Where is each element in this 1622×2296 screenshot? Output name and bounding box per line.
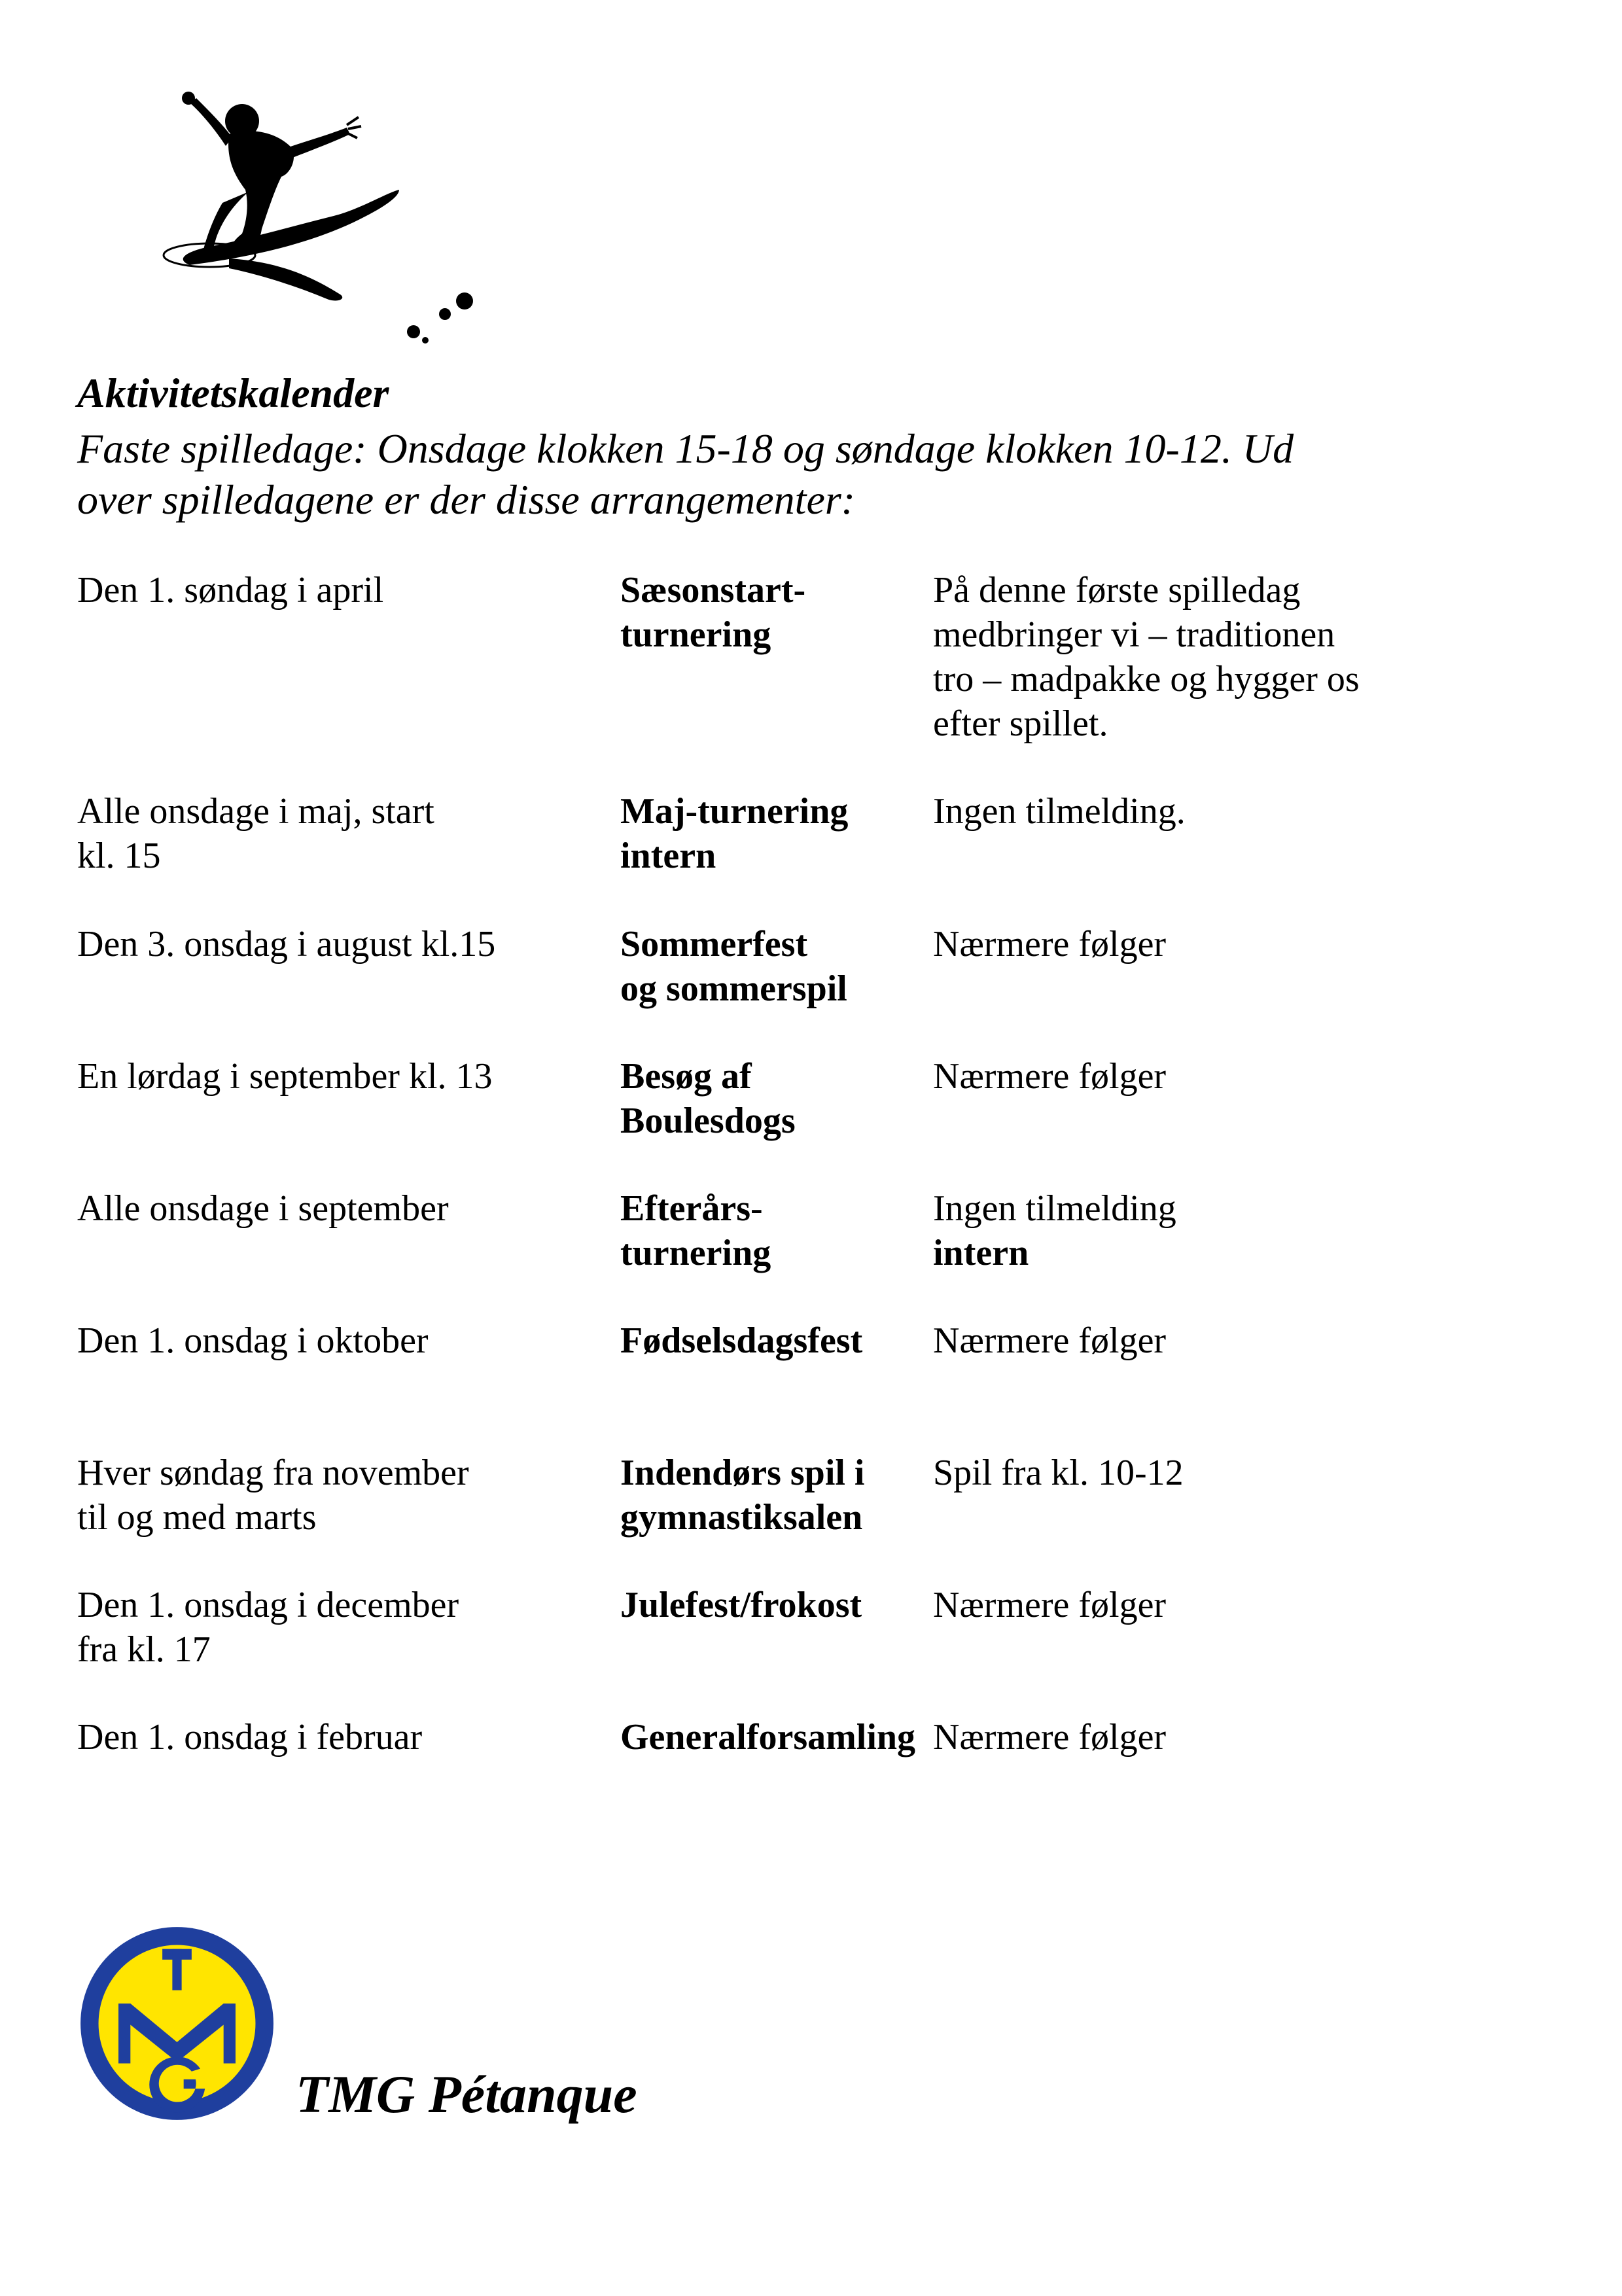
- tmg-club-logo-icon: [77, 1924, 277, 2123]
- petanque-player-icon: [150, 62, 504, 350]
- intro-text: [77, 423, 1438, 525]
- page-title: Aktivitetskalender: [77, 370, 389, 416]
- event-date: Den 1. onsdag i oktober: [77, 1320, 429, 1361]
- event-note: Ingen tilmelding.: [933, 791, 1186, 832]
- event-date: Den 1. onsdag i december fra kl. 17: [77, 1585, 459, 1670]
- event-name: Efterårs- turnering: [620, 1188, 771, 1273]
- event-name: Besøg af Boulesdogs: [620, 1056, 796, 1141]
- event-name: Fødselsdagsfest: [620, 1320, 863, 1361]
- event-note: Nærmere følger: [933, 1717, 1167, 1757]
- event-date: Hver søndag fra november til og med marts: [77, 1453, 469, 1538]
- event-note: Nærmere følger: [933, 1320, 1167, 1361]
- brand-name: TMG Pétanque: [296, 2064, 637, 2124]
- event-date: Alle onsdage i september: [77, 1188, 449, 1229]
- event-date: Den 1. onsdag i februar: [77, 1717, 423, 1757]
- event-name: Generalforsamling: [620, 1717, 916, 1757]
- event-note: Nærmere følger: [933, 1585, 1167, 1625]
- event-date: Den 3. onsdag i august kl.15: [77, 924, 496, 964]
- event-name: Sommerfest og sommerspil: [620, 924, 847, 1009]
- event-date: Alle onsdage i maj, start kl. 15: [77, 791, 434, 876]
- event-date: En lørdag i september kl. 13: [77, 1056, 493, 1097]
- intro-line-1: Faste spilledage: Onsdage klokken 15-18 og søndage klokken 10-12. Ud: [77, 425, 1294, 472]
- event-note: På denne første spilledag medbringer vi – traditionen tro – madpakke og hygger os efter spillet.: [933, 570, 1360, 744]
- intro-line-2: over spilledagene er der disse arrangementer:: [77, 476, 856, 523]
- event-note: Nærmere følger: [933, 924, 1167, 964]
- event-note: Nærmere følger: [933, 1056, 1167, 1097]
- event-name: Sæsonstart- turnering: [620, 570, 806, 655]
- event-note: Spil fra kl. 10-12: [933, 1453, 1184, 1493]
- event-name: Julefest/frokost: [620, 1585, 862, 1625]
- event-name: Indendørs spil i gymnastiksalen: [620, 1453, 865, 1538]
- event-name: Maj-turnering intern: [620, 791, 849, 876]
- event-note: Ingen tilmelding intern: [933, 1188, 1176, 1273]
- event-date: Den 1. søndag i april: [77, 570, 384, 610]
